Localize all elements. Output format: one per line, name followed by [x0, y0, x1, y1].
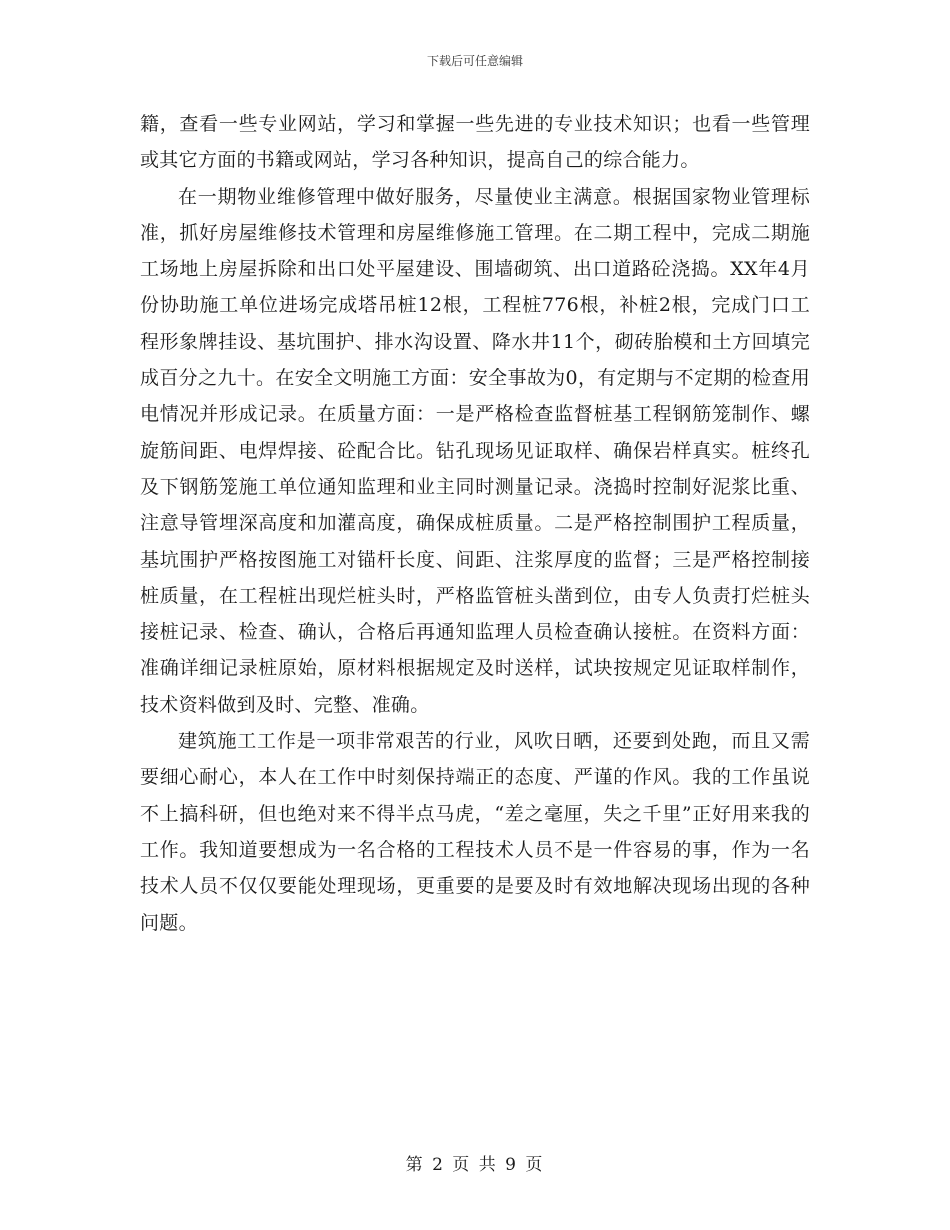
- paragraph-continuation: 籍，查看一些专业网站，学习和掌握一些先进的专业技术知识；也看一些管理或其它方面的书籍或网站，学习各种知识，提高自己的综合能力。: [140, 113, 810, 172]
- page-header-note: 下载后可任意编辑: [426, 54, 523, 68]
- paragraph-work-summary: 在一期物业维修管理中做好服务，尽量使业主满意。根据国家物业管理标准，抓好房屋维修技术管理和房屋维修施工管理。在二期工程中，完成二期施工场地上房屋拆除和出口处平屋建设、围墙砌筑、出口道路砼浇捣。XX年4月份协助施工单位进场完成塔吊桩12根，工程桩776根，补桩2根，完成门口工程形象牌挂设、基坑围护、排水沟设置、降水井11个，砌砖胎模和土方回填完成百分之九十。在安全文明施工方面：安全事故为0，有定期与不定期的检查用电情况并形成记录。在质量方面：一是严格检查监督桩基工程钢筋笼制作、螺旋筋间距、电焊焊接、砼配合比。钻孔现场见证取样、确保岩样真实。桩终孔及下钢筋笼施工单位通知监理和业主同时测量记录。浇捣时控制好泥浆比重、注意导管埋深高度和加灌高度，确保成桩质量。二是严格控制围护工程质量，基坑围护严格按图施工对锚杆长度、间距、注浆厚度的监督；三是严格控制接桩质量，在工程桩出现烂桩头时，严格监管桩头凿到位，由专人负责打烂桩头接桩记录、检查、确认，合格后再通知监理人员检查确认接桩。在资料方面：准确详细记录桩原始，原材料根据规定及时送样，试块按规定见证取样制作，技术资料做到及时、完整、准确。: [140, 185, 810, 716]
- paragraph-work-attitude: 建筑施工工作是一项非常艰苦的行业，风吹日晒，还要到处跑，而且又需要细心耐心，本人在工作中时刻保持端正的态度、严谨的作风。我的工作虽说不上搞科研，但也绝对来不得半点马虎，“差之毫厘，失之千里”正好用来我的工作。我知道要想成为一名合格的工程技术人员不是一件容易的事，作为一名技术人员不仅仅要能处理现场，更重要的是要及时有效地解决现场出现的各种问题。: [140, 730, 810, 934]
- document-body: [140, 106, 810, 941]
- page-number: 第 2 页 共 9 页: [405, 1155, 545, 1175]
